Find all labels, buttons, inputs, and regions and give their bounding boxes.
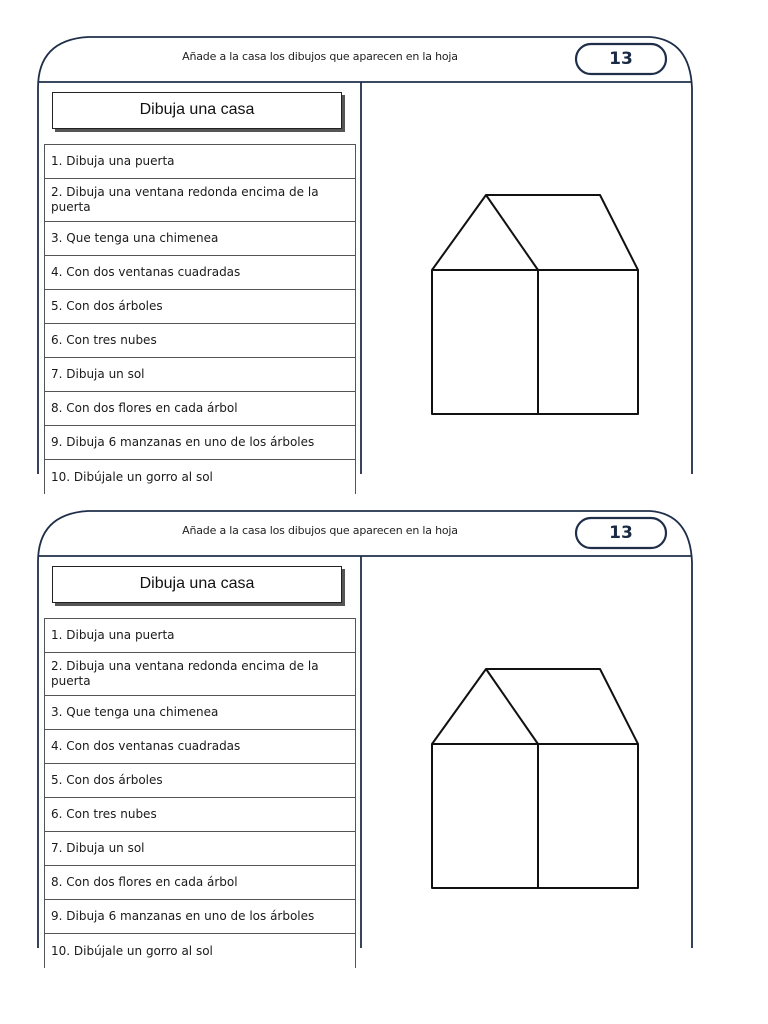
task-item: 2. Dibuja una ventana redonda encima de la puerta bbox=[44, 179, 356, 222]
house-drawing bbox=[0, 0, 768, 474]
task-item: 8. Con dos flores en cada árbol bbox=[44, 392, 356, 426]
task-item: 10. Dibújale un gorro al sol bbox=[44, 934, 356, 968]
task-item: 2. Dibuja una ventana redonda encima de la puerta bbox=[44, 653, 356, 696]
task-item: 1. Dibuja una puerta bbox=[44, 145, 356, 179]
task-item: 5. Con dos árboles bbox=[44, 764, 356, 798]
task-item: 9. Dibuja 6 manzanas en uno de los árboles bbox=[44, 900, 356, 934]
page-number: 13 bbox=[609, 523, 633, 543]
task-item: 3. Que tenga una chimenea bbox=[44, 222, 356, 256]
house-drawing bbox=[0, 474, 768, 948]
instruction-text: Añade a la casa los dibujos que aparecen en la hoja bbox=[182, 50, 458, 63]
task-item: 7. Dibuja un sol bbox=[44, 358, 356, 392]
task-item: 7. Dibuja un sol bbox=[44, 832, 356, 866]
task-item: 4. Con dos ventanas cuadradas bbox=[44, 256, 356, 290]
page-number: 13 bbox=[609, 49, 633, 69]
instruction-text: Añade a la casa los dibujos que aparecen en la hoja bbox=[182, 524, 458, 537]
task-item: 8. Con dos flores en cada árbol bbox=[44, 866, 356, 900]
task-item: 6. Con tres nubes bbox=[44, 324, 356, 358]
task-item: 3. Que tenga una chimenea bbox=[44, 696, 356, 730]
worksheet-title: Dibuja una casa bbox=[52, 92, 342, 129]
task-item: 5. Con dos árboles bbox=[44, 290, 356, 324]
task-item: 10. Dibújale un gorro al sol bbox=[44, 460, 356, 494]
worksheet-top bbox=[0, 0, 768, 484]
worksheet-bottom bbox=[0, 474, 768, 958]
task-item: 6. Con tres nubes bbox=[44, 798, 356, 832]
task-item: 1. Dibuja una puerta bbox=[44, 619, 356, 653]
task-item: 9. Dibuja 6 manzanas en uno de los árboles bbox=[44, 426, 356, 460]
worksheet-title: Dibuja una casa bbox=[52, 566, 342, 603]
task-item: 4. Con dos ventanas cuadradas bbox=[44, 730, 356, 764]
